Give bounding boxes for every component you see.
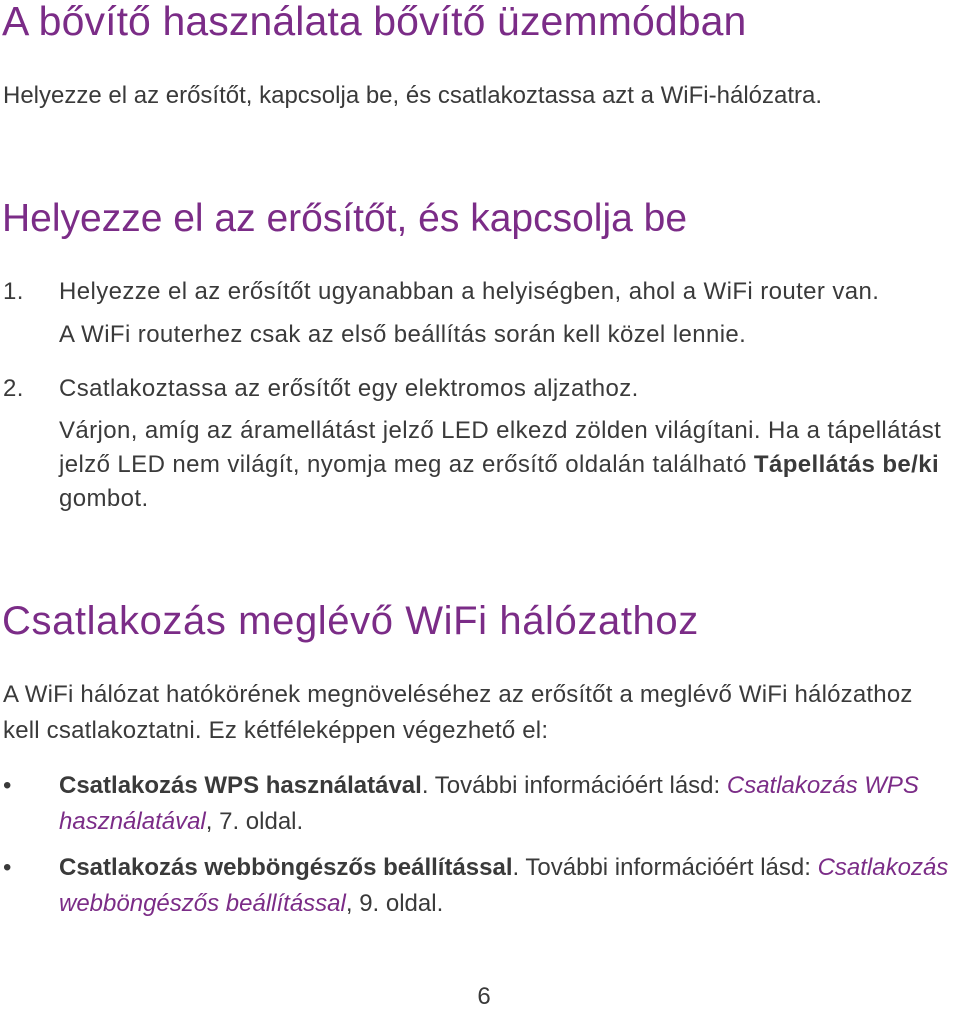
wps-link[interactable]: Csatlakozás WPS használatával [59, 772, 919, 835]
step-1 [3, 275, 953, 352]
step-note-text: Várjon, amíg az áramellátást jelző LED elkezd zölden világítani. Ha a tápellátást jelző LED nem világít, nyomja meg az erősítő oldalán található [59, 417, 942, 478]
intro-paragraph: Helyezze el az erősítőt, kapcsolja be, és csatlakoztassa azt a WiFi-hálózatra. [3, 82, 823, 109]
option-page-ref: , 9. oldal. [345, 890, 444, 917]
steps-list [3, 275, 953, 516]
step-text: Csatlakoztassa az erősítőt egy elektromos aljzathoz. [59, 375, 639, 402]
step-number: 2. [3, 375, 24, 402]
step-note [59, 414, 953, 516]
option-title: Csatlakozás webböngészős beállítással [59, 854, 513, 881]
page-title: A bővítő használata bővítő üzemmódban [2, 0, 747, 44]
option-text: . További információért lásd: [512, 854, 818, 881]
step-text: Helyezze el az erősítőt ugyanabban a helyiségben, ahol a WiFi router van. [59, 278, 880, 305]
bullet-icon: • [3, 854, 12, 881]
list-item [3, 850, 958, 922]
page-number: 6 [477, 983, 491, 1010]
web-browser-setup-link[interactable]: Csatlakozás webböngészős beállítással [59, 854, 949, 917]
option-title: Csatlakozás WPS használatával [59, 772, 422, 799]
step-note-end: gombot. [59, 485, 149, 512]
connect-options-list [3, 768, 958, 922]
option-text: . További információért lásd: [421, 772, 727, 799]
list-item [3, 768, 958, 840]
section-heading-connect: Csatlakozás meglévő WiFi hálózathoz [2, 599, 699, 643]
option-page-ref: , 7. oldal. [205, 808, 304, 835]
connect-paragraph: A WiFi hálózat hatókörének megnöveléséhez az erősítőt a meglévő WiFi hálózathoz kell csatlakoztatni. Ez kétféleképpen végezhető el: [3, 681, 913, 744]
section-heading-placement: Helyezze el az erősítőt, és kapcsolja be [2, 197, 688, 240]
power-button-label: Tápellátás be/ki [753, 451, 940, 478]
bullet-icon: • [3, 772, 12, 799]
step-note: A WiFi routerhez csak az első beállítás során kell közel lennie. [59, 321, 747, 348]
step-2 [3, 372, 953, 516]
step-number: 1. [3, 278, 24, 305]
